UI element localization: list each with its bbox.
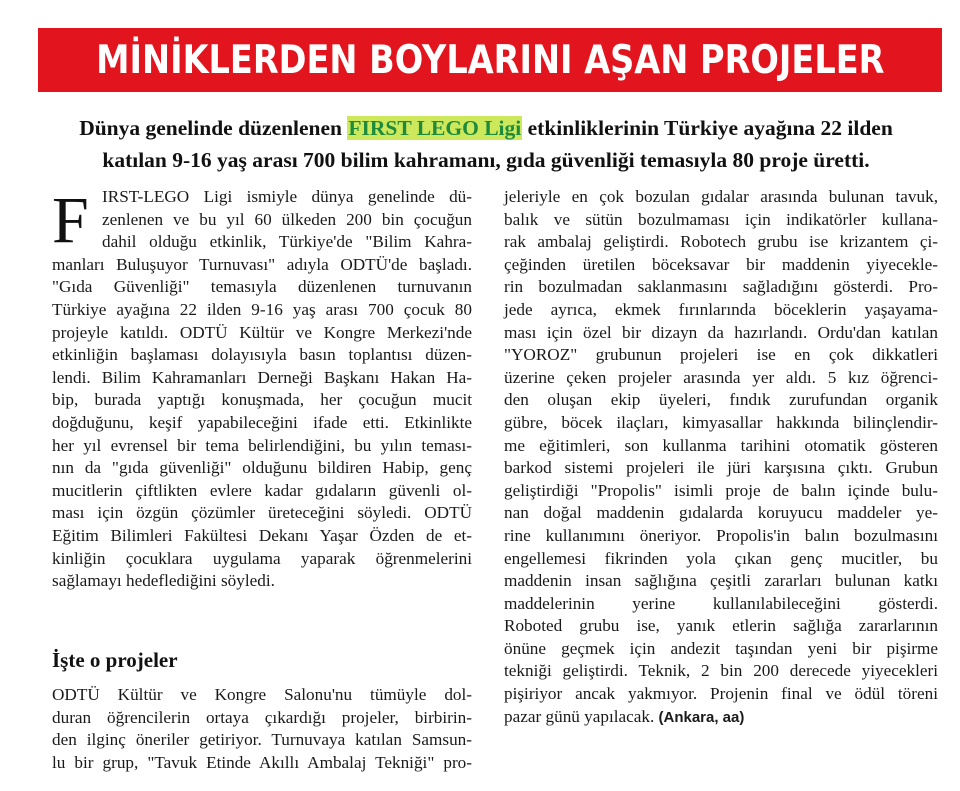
text-line: pazar günü yapılacak. (Ankara, aa) bbox=[504, 706, 745, 726]
text-line: den ilginç öneriler getiriyor. Turnuvaya katılan Samsun- bbox=[52, 730, 472, 750]
lead-text-2: etkinliklerinin Türkiye ayağına 22 ilden bbox=[522, 116, 893, 140]
headline-banner bbox=[38, 28, 942, 92]
highlighted-term: FIRST LEGO Ligi bbox=[348, 116, 522, 140]
text-line: geliştirdiği "Propolis" isimli proje de balın içinde bulu- bbox=[504, 480, 938, 500]
text-line: maddenin insan sağlığına çeşitli zararları bulunan katkı bbox=[504, 571, 938, 591]
text-line: ması için özgün çözümler üreteceğini söyledi. ODTÜ bbox=[52, 503, 472, 523]
text-line: projeyle katıldı. ODTÜ Kültür ve Kongre Merkezi'nde bbox=[52, 322, 472, 342]
text-line: dahil olduğu etkinlik, Türkiye'de "Bilim Kahra- bbox=[102, 232, 472, 252]
text-line: rine kullanımını öneriyor. Propolis'in balın bozulmasını bbox=[504, 525, 938, 545]
text-line: bip, burada yaptığı konuşmada, her çocuğun mucit bbox=[52, 390, 472, 410]
text-line: lu bir grup, "Tavuk Etinde Akıllı Ambalaj Tekniği" pro- bbox=[52, 752, 472, 772]
left-column bbox=[52, 186, 472, 593]
lead-text-3: katılan 9-16 yaş arası 700 bilim kahramanı, gıda güvenliği temasıyla 80 proje üretti. bbox=[102, 148, 870, 172]
right-column bbox=[504, 186, 938, 729]
text-line: zenlenen ve bu yıl 60 ülkeden 200 bin çocuğun bbox=[102, 209, 472, 229]
text-line: maddelerinin yerine kullanılabileceğini gösterdi. bbox=[504, 593, 938, 613]
byline: (Ankara, aa) bbox=[654, 708, 745, 726]
text-line: gübre, böcek ilaçları, kimyasallar hakkında bilinçlendir- bbox=[504, 412, 938, 432]
text-line: sağlamayı hedeflediğini söyledi. bbox=[52, 571, 275, 591]
lead-text-1: Dünya genelinde düzenlenen bbox=[79, 116, 348, 140]
text-line: lendi. Bilim Kahramanları Derneği Başkanı Hakan Ha- bbox=[52, 367, 472, 387]
text-line: ması için özel bir dizayn da hazırlandı. Ordu'dan katılan bbox=[504, 322, 938, 342]
text-line: engellemesi fikrinden yola çıkan genç mucitler, bu bbox=[504, 548, 938, 568]
text-line: tekniği geliştirdi. Teknik, 2 bin 200 derecede yiyecekleri bbox=[504, 661, 938, 681]
text-line: kinliğin çocuklara uygulama yaparak öğrenmelerini bbox=[52, 548, 472, 568]
text-line: jeleriyle en çok bozulan gıdalar arasında bulunan tavuk, bbox=[504, 187, 938, 206]
text-line: "Gıda Güvenliği" temasıyla düzenlenen turnuvanın bbox=[52, 277, 472, 297]
subheading: İşte o projeler bbox=[52, 648, 178, 672]
text-line: rin bozulmadan saklanmasını sağladığını gösterdi. Pro- bbox=[504, 277, 938, 297]
text-line: çeğinden üretilen böceksavar bir maddenin yiyecekle- bbox=[504, 254, 938, 274]
text-line: "YOROZ" grubunun projeleri ise en çok dikkatleri bbox=[504, 345, 938, 365]
left-column-continued bbox=[52, 684, 472, 774]
text-line: üzerine çeken projeler arasında yer aldı. 5 kız öğrenci- bbox=[504, 367, 938, 387]
drop-cap: F bbox=[52, 184, 89, 257]
headline: MİNİKLERDEN BOYLARINI AŞAN PROJELER bbox=[95, 37, 885, 83]
text-line: Eğitim Bilimleri Fakültesi Dekanı Yaşar Özden de et- bbox=[52, 525, 472, 545]
text-line: den oluşan ekip üyeleri, fındık zurufundan organik bbox=[504, 390, 938, 410]
text-line: mucitlerin çiftlikten evlere kadar gıdaların güvenli ol- bbox=[52, 480, 472, 500]
text-line: me eğitimleri, son kullanma tarihini otomatik gösteren bbox=[504, 435, 938, 455]
text-line: Roboted grubu ise, yanık etlerin sağlığa zararlarının bbox=[504, 616, 938, 636]
text-line: pişiriyor ancak yakmıyor. Projenin final ve ödül töreni bbox=[504, 684, 938, 704]
lead-paragraph bbox=[30, 112, 942, 176]
text-line: nan doğal maddenin gıdalarda koruyucu maddeler ye- bbox=[504, 503, 938, 523]
text-line: nın da "gıda güvenliği" olduğunu bildiren Habip, genç bbox=[52, 458, 472, 478]
text-line: rak ambalaj geliştirdi. Robotech grubu ise krizantem çi- bbox=[504, 232, 938, 252]
text-line: önüne geçmek için andezit taşından yeni bir pişirme bbox=[504, 638, 938, 658]
text-line: ODTÜ Kültür ve Kongre Salonu'nu tümüyle dol- bbox=[52, 685, 472, 704]
text-line: manları Buluşuyor Turnuvası" adıyla ODTÜ'de başladı. bbox=[52, 254, 472, 274]
text-line: IRST-LEGO Ligi ismiyle dünya genelinde dü- bbox=[102, 187, 472, 206]
text-line: balık ve sütün bozulmaması için indikatörler kullana- bbox=[504, 209, 938, 229]
text-line: etkinliğin başlaması dolayısıyla basın toplantısı düzen- bbox=[52, 345, 472, 365]
text-line: duran öğrencilerin ortaya çıkardığı projeler, birbirin- bbox=[52, 707, 472, 727]
text-line: doğduğunu, keşif yapabileceğini ifade etti. Etkinlikte bbox=[52, 412, 472, 432]
text-line: Türkiye ayağına 22 ilden 9-16 yaş arası 700 çocuk 80 bbox=[52, 299, 472, 319]
text-line: barkod sistemi projeleri ile jüri karşısına çıktı. Grubun bbox=[504, 458, 938, 478]
text-line: her yıl evrensel bir tema belirlendiğini, bu yılın teması- bbox=[52, 435, 472, 455]
text-line: jede ayrıca, ekmek fırınlarında böceklerin yaşayama- bbox=[504, 299, 938, 319]
